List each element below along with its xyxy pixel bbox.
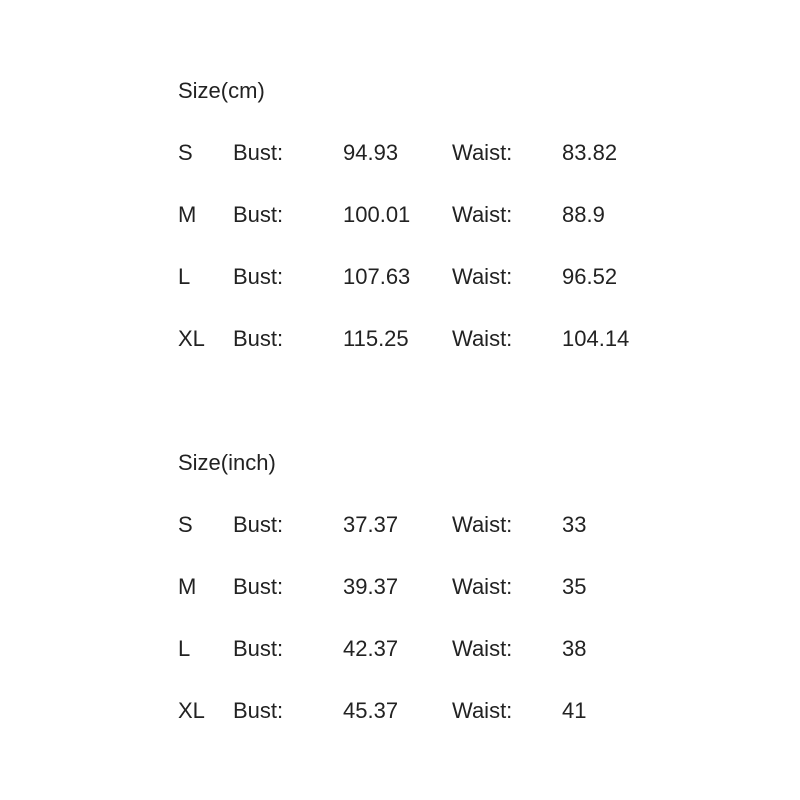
size-row: [178, 572, 738, 634]
bust-label: Bust:: [233, 326, 284, 351]
waist-label: Waist:: [452, 326, 513, 351]
bust-label: Bust:: [233, 202, 284, 227]
size-label: XL: [178, 698, 205, 723]
bust-value: 94.93: [343, 140, 399, 165]
size-row: [178, 510, 738, 572]
waist-label: Waist:: [452, 636, 513, 661]
size-chart-cm: [178, 76, 738, 386]
size-row: [178, 324, 738, 386]
waist-label: Waist:: [452, 264, 513, 289]
size-label: S: [178, 512, 193, 537]
size-row: [178, 200, 738, 262]
size-label: S: [178, 140, 193, 165]
waist-value: 35: [562, 574, 587, 599]
size-label: M: [178, 202, 197, 227]
waist-value: 33: [562, 512, 587, 537]
size-chart-inch: [178, 448, 738, 758]
bust-label: Bust:: [233, 140, 284, 165]
section-title-cm: Size(cm): [178, 78, 265, 103]
waist-label: Waist:: [452, 202, 513, 227]
size-label: L: [178, 264, 191, 289]
size-label: XL: [178, 326, 205, 351]
bust-value: 39.37: [343, 574, 399, 599]
size-row: [178, 696, 738, 758]
waist-value: 88.9: [562, 202, 605, 227]
waist-value: 41: [562, 698, 587, 723]
bust-value: 37.37: [343, 512, 399, 537]
size-label: M: [178, 574, 197, 599]
waist-label: Waist:: [452, 574, 513, 599]
section-title-inch: Size(inch): [178, 450, 276, 475]
bust-value: 42.37: [343, 636, 399, 661]
bust-label: Bust:: [233, 574, 284, 599]
bust-value: 100.01: [343, 202, 411, 227]
bust-label: Bust:: [233, 264, 284, 289]
bust-value: 107.63: [343, 264, 411, 289]
waist-value: 38: [562, 636, 587, 661]
bust-label: Bust:: [233, 698, 284, 723]
waist-value: 96.52: [562, 264, 618, 289]
size-row: [178, 262, 738, 324]
size-label: L: [178, 636, 191, 661]
size-row: [178, 634, 738, 696]
bust-value: 45.37: [343, 698, 399, 723]
waist-label: Waist:: [452, 512, 513, 537]
waist-label: Waist:: [452, 140, 513, 165]
size-row: [178, 138, 738, 200]
bust-value: 115.25: [343, 326, 409, 351]
waist-value: 83.82: [562, 140, 618, 165]
bust-label: Bust:: [233, 512, 284, 537]
bust-label: Bust:: [233, 636, 284, 661]
waist-label: Waist:: [452, 698, 513, 723]
waist-value: 104.14: [562, 326, 630, 351]
